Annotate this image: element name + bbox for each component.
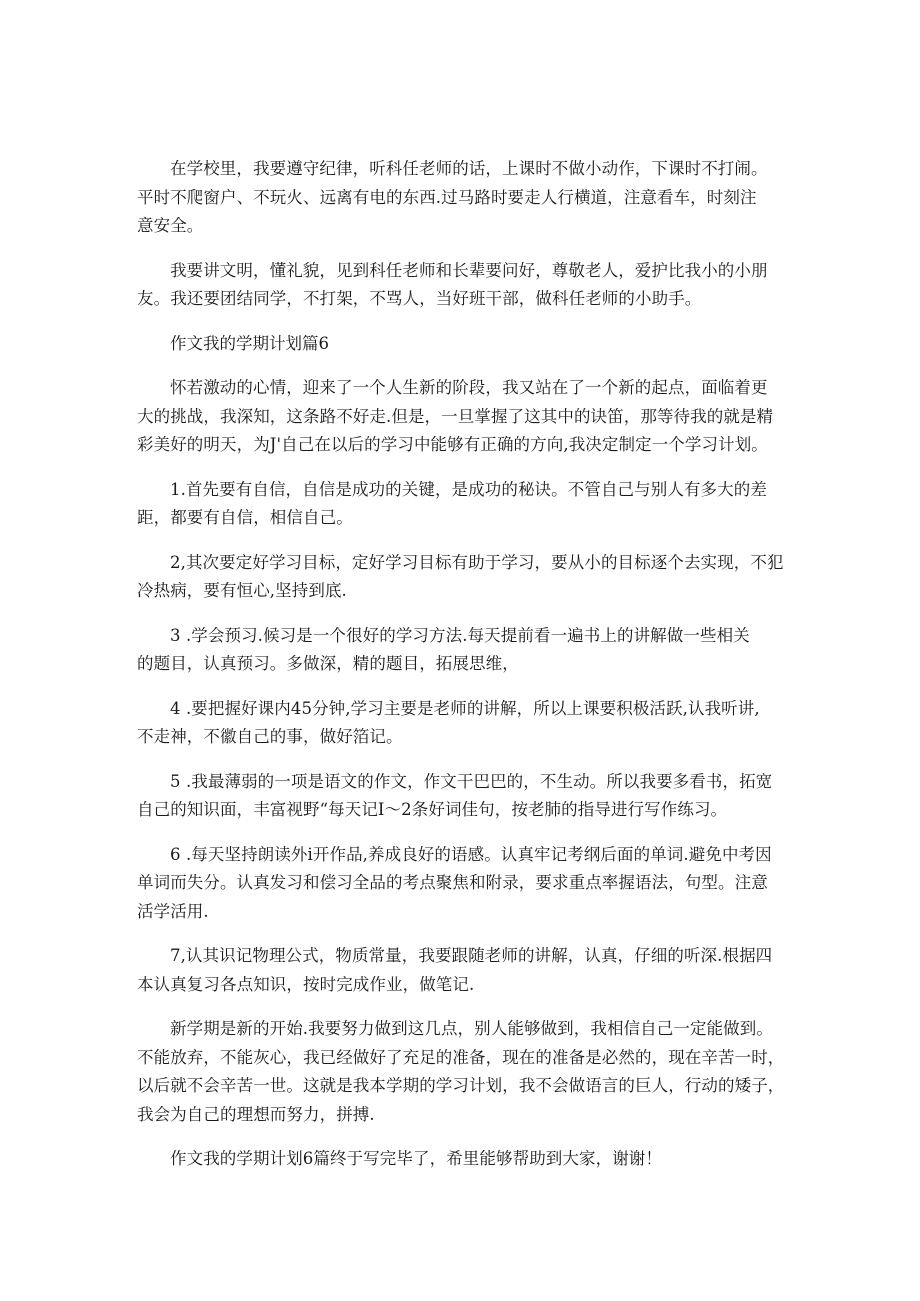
paragraph-item-5: 5 .我最薄弱的一项是语文的作文，作文干巴巴的，不生动。所以我要多看书，拓宽 自己的知识面，丰富视野“每天记I〜2条好词佳句，按老肺的指导进行写作练习。 bbox=[137, 771, 773, 819]
paragraph-item-1: 1.首先要有自信，自信是成功的关键，是成功的秘诀。不管自己与别人有多大的差 距，都要有自信，相信自己。 bbox=[137, 479, 767, 527]
paragraph-conclusion: 新学期是新的开始.我要努力做到这几点，别人能够做到，我相信自己一定能做到。 不能放弃，不能灰心，我已经做好了充足的准备，现在的准备是必然的，现在辛苦一时， 以后就不会辛苦一世。这就是我本学期的学习计划，我不会做语言的巨人，行动的矮子， 我会为自己的理想而努力，拼搏. bbox=[137, 1019, 785, 1124]
document-page bbox=[137, 155, 789, 1190]
paragraph-closing: 作文我的学期计划6篇终于写完毕了，希里能够帮助到大家，谢谢！ bbox=[170, 1149, 662, 1168]
section-heading: 作文我的学期计划篇6 bbox=[170, 333, 329, 353]
paragraph-item-7: 7,认其识记物理公式，物质常量，我要跟随老师的讲解，认真，仔细的听深.根据四 本认真复习各点知识，按时完成作业，做笔记. bbox=[137, 946, 773, 994]
paragraph-item-4: 4 .要把握好课内45分钟,学习主要是老师的讲解，所以上课要积极活跃,认我听讲, 不走神，不徽自己的事，做好箔记。 bbox=[137, 698, 760, 746]
paragraph-item-6: 6 .每天坚持朗读外i开作品,养成良好的语感。认真牢记考纲后面的单词.避免中考因 单词而失分。认真发习和偿习全品的考点聚焦和附录，要求重点率握语法，句型。注意 活学活用. bbox=[137, 844, 772, 921]
paragraph-item-3: 3 .学会预习.候习是一个很好的学习方法.每天提前看一遍书上的讲解做一些相关 的题目，认真预习。多做深，精的题目，拓展思维， bbox=[137, 625, 750, 673]
paragraph-intro: 怀若激动的心情，迎来了一个人生新的阶段，我又站在了一个新的起点，面临着更 大的挑战，我深知，这条路不好走.但是，一旦掌握了这其中的诀笛，那等待我的就是精 彩美好的明天，为J'自己在以后的学习中能够有正确的方向,我决定制定一个学习计划。 bbox=[137, 378, 774, 454]
paragraph-discipline: 在学校里，我要遵守纪律，听科任老师的话，上课时不做小动作，下课时不打闹。 平时不爬窗户、不玩火、远离有电的东西.过马路时要走人行横道，注意看车，时刻注 意安全。 bbox=[137, 159, 768, 235]
paragraph-manners: 我要讲文明，懂礼貌，见到科任老师和长辈要问好，尊敬老人，爱护比我小的小朋 友。我还要团结同学，不打架，不骂人，当好班干部，做科任老师的小助手。 bbox=[137, 260, 768, 308]
paragraph-item-2: 2,其次要定好学习目标，定好学习目标有助于学习，要从小的目标逐个去实现，不犯 冷热病，要有恒心,坚持到底. bbox=[137, 552, 784, 600]
